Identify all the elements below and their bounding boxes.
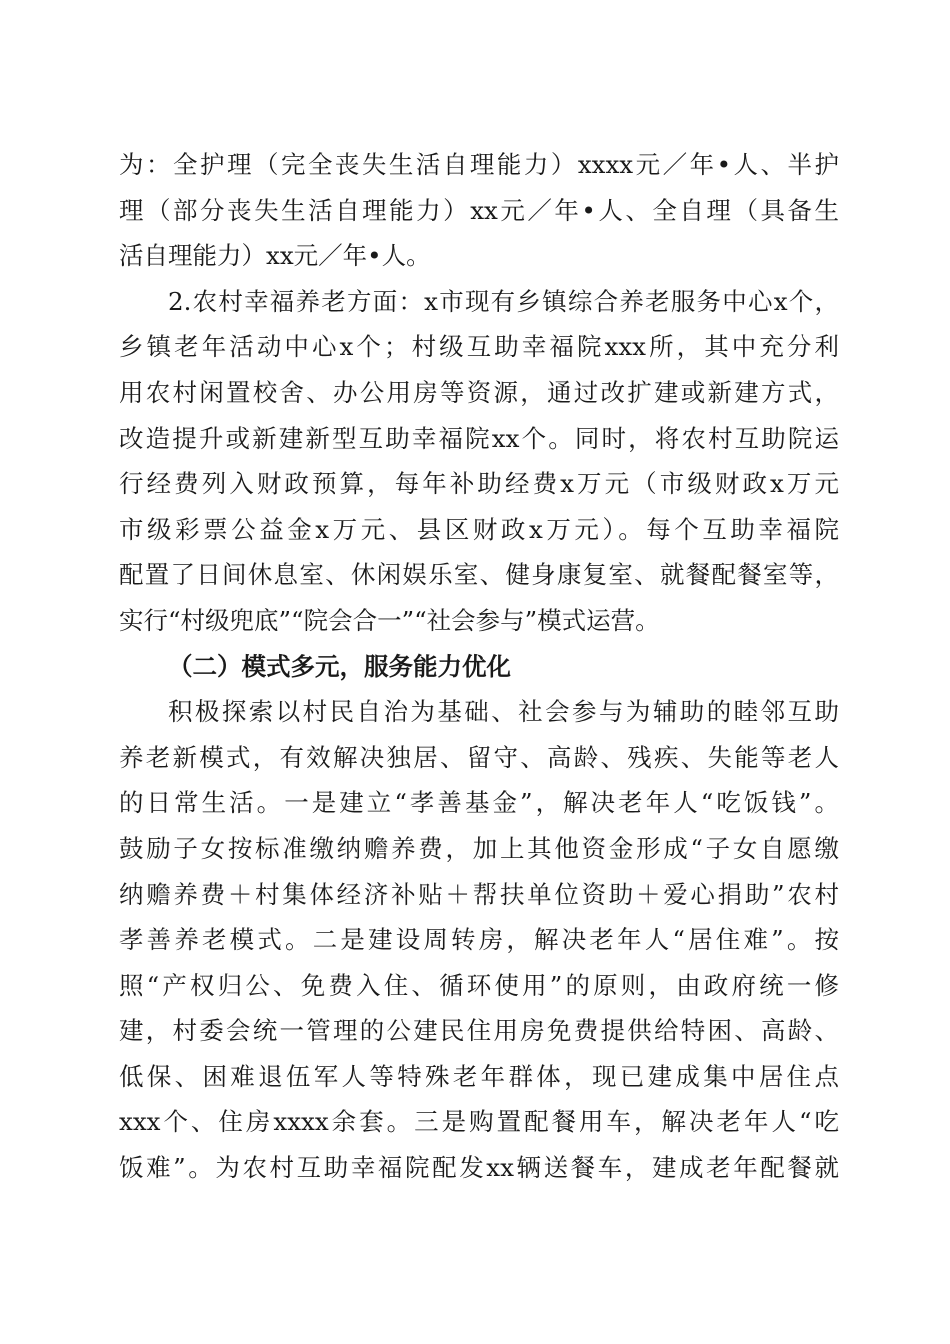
text-line: 改造提升或新建新型互助幸福院xx个。同时，将农村互助院运: [119, 423, 839, 453]
text-line: 纳赡养费＋村集体经济补贴＋帮扶单位资助＋爱心捐助”农村: [119, 879, 839, 909]
text-line: 理（部分丧失生活自理能力）xx元／年•人、全自理（具备生: [119, 195, 839, 225]
text-line: xxx个、住房xxxx余套。三是购置配餐用车，解决老年人“吃: [119, 1107, 839, 1137]
text-line: 2.农村幸福养老方面：x市现有乡镇综合养老服务中心x个，: [168, 286, 839, 316]
text-line: 孝善养老模式。二是建设周转房，解决老年人“居住难”。按: [119, 925, 839, 955]
text-line: 活自理能力）xx元／年•人。: [119, 241, 431, 271]
text-line: 照“产权归公、免费入住、循环使用”的原则，由政府统一修: [119, 970, 839, 1000]
text-line: 建，村委会统一管理的公建民住用房免费提供给特困、高龄、: [119, 1016, 839, 1046]
section-heading: （二）模式多元，服务能力优化: [168, 651, 511, 681]
text-line: 配置了日间休息室、休闲娱乐室、健身康复室、就餐配餐室等，: [119, 560, 839, 590]
text-line: 用农村闲置校舍、办公用房等资源，通过改扩建或新建方式，: [119, 377, 839, 407]
text-line: 乡镇老年活动中心x个；村级互助幸福院xxx所，其中充分利: [119, 332, 839, 362]
text-line: 鼓励子女按标准缴纳赡养费，加上其他资金形成“子女自愿缴: [119, 833, 839, 863]
text-line: 饭难”。为农村互助幸福院配发xx辆送餐车，建成老年配餐就: [119, 1153, 839, 1183]
text-line: 养老新模式，有效解决独居、留守、高龄、残疾、失能等老人: [119, 742, 839, 772]
text-line: 积极探索以村民自治为基础、社会参与为辅助的睦邻互助: [168, 697, 839, 727]
text-line: 的日常生活。一是建立“孝善基金”，解决老年人“吃饭钱”。: [119, 788, 839, 818]
text-line: 行经费列入财政预算，每年补助经费x万元（市级财政x万元: [119, 469, 839, 499]
text-line: 为：全护理（完全丧失生活自理能力）xxxx元／年•人、半护: [119, 150, 839, 179]
text-line: 实行“村级兜底”“院会合一”“社会参与”模式运营。: [119, 605, 660, 635]
text-line: 低保、困难退伍军人等特殊老年群体，现已建成集中居住点: [119, 1061, 839, 1091]
document-body: [119, 142, 839, 1191]
text-line: 市级彩票公益金x万元、县区财政x万元）。每个互助幸福院: [119, 514, 839, 544]
